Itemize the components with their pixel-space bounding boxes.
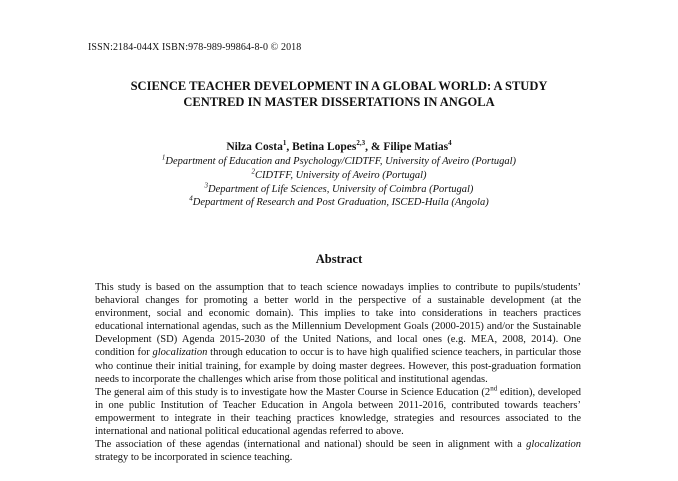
author-affiliation-marker: 4: [448, 139, 452, 148]
author-list: [80, 140, 598, 154]
affiliation-text: Department of Research and Post Graduation, ISCED-Huíla (Angola): [192, 197, 489, 209]
affiliation-list: [80, 155, 598, 210]
affiliation-line: [80, 155, 598, 169]
abstract-text: This study is based on the assumption that to teach science nowadays implies to contribute to pupils/students’ behavioral changes for promoting a better world in the perspective of a sustainable development (at the environment, social and economic domain). This implies to take into considerations in teachers practices educational international agendas, such as the Millennium Development Goals (2000-2015) and/or the Sustainable Development (SD) Agenda 2015-2030 of the United Nations, and local ones (e.g. MEA, 2008, 2014). One condition for: [95, 282, 581, 359]
issn-isbn-header: ISSN:2184-044X ISBN:978-989-99864-8-0 © 2018: [88, 42, 302, 53]
abstract-paragraph: [95, 386, 581, 438]
author-name: Filipe Matias: [383, 141, 449, 153]
affiliation-text: Department of Life Sciences, University of Coimbra (Portugal): [208, 183, 474, 195]
abstract-emphasis: glocalization: [152, 347, 208, 359]
author-separator: ,: [286, 141, 293, 153]
paper-title: [80, 79, 598, 110]
ordinal-superscript: nd: [490, 384, 498, 393]
abstract-heading: Abstract: [315, 252, 363, 266]
author-name: Betina Lopes: [292, 141, 357, 153]
title-line-2: CENTRED IN MASTER DISSERTATIONS IN ANGOLA: [183, 94, 495, 109]
affiliation-text: CIDTFF, University of Aveiro (Portugal): [254, 169, 427, 181]
abstract-text: strategy to be incorporated in science teaching.: [95, 452, 293, 464]
abstract-emphasis: glocalization: [526, 439, 581, 451]
author-affiliation-marker: 2,3: [356, 139, 366, 148]
affiliation-marker: 1: [161, 153, 166, 162]
abstract-text: The association of these agendas (international and national) should be seen in alignment with a: [95, 439, 527, 451]
affiliation-line: [80, 183, 598, 197]
abstract-text: The general aim of this study is to investigate how the Master Course in Science Education (2: [95, 386, 491, 398]
abstract-body: [95, 281, 581, 464]
title-line-1: SCIENCE TEACHER DEVELOPMENT IN A GLOBAL WORLD: A STUDY: [130, 79, 548, 93]
affiliation-marker: 3: [204, 181, 209, 190]
abstract-paragraph: [95, 281, 581, 386]
affiliation-marker: 2: [251, 167, 255, 176]
author-name: Nilza Costa: [226, 141, 283, 153]
author-affiliation-marker: 1: [282, 139, 287, 148]
affiliation-line: [80, 196, 598, 210]
affiliation-text: Department of Education and Psychology/CIDTFF, University of Aveiro (Portugal): [165, 156, 517, 167]
abstract-paragraph: [95, 438, 581, 464]
affiliation-marker: 4: [189, 194, 193, 203]
abstract-text: through education to occur is to have high qualified science teachers, in particular those who continue their initial training, for example by doing master degrees. However, this post-graduation formation needs to incorporate the challenges which arise from those political and institutional agendas.: [95, 347, 581, 385]
affiliation-line: [80, 169, 598, 183]
abstract-text: edition), developed in one public Institution of Teacher Education in Angola between 2011-2016, contributed towards teachers’ empowerment to integrate in their teaching practices knowledge, strategies and resources associated to the international and national political educational agendas referred to above.: [95, 386, 581, 438]
author-separator: , &: [365, 141, 384, 153]
